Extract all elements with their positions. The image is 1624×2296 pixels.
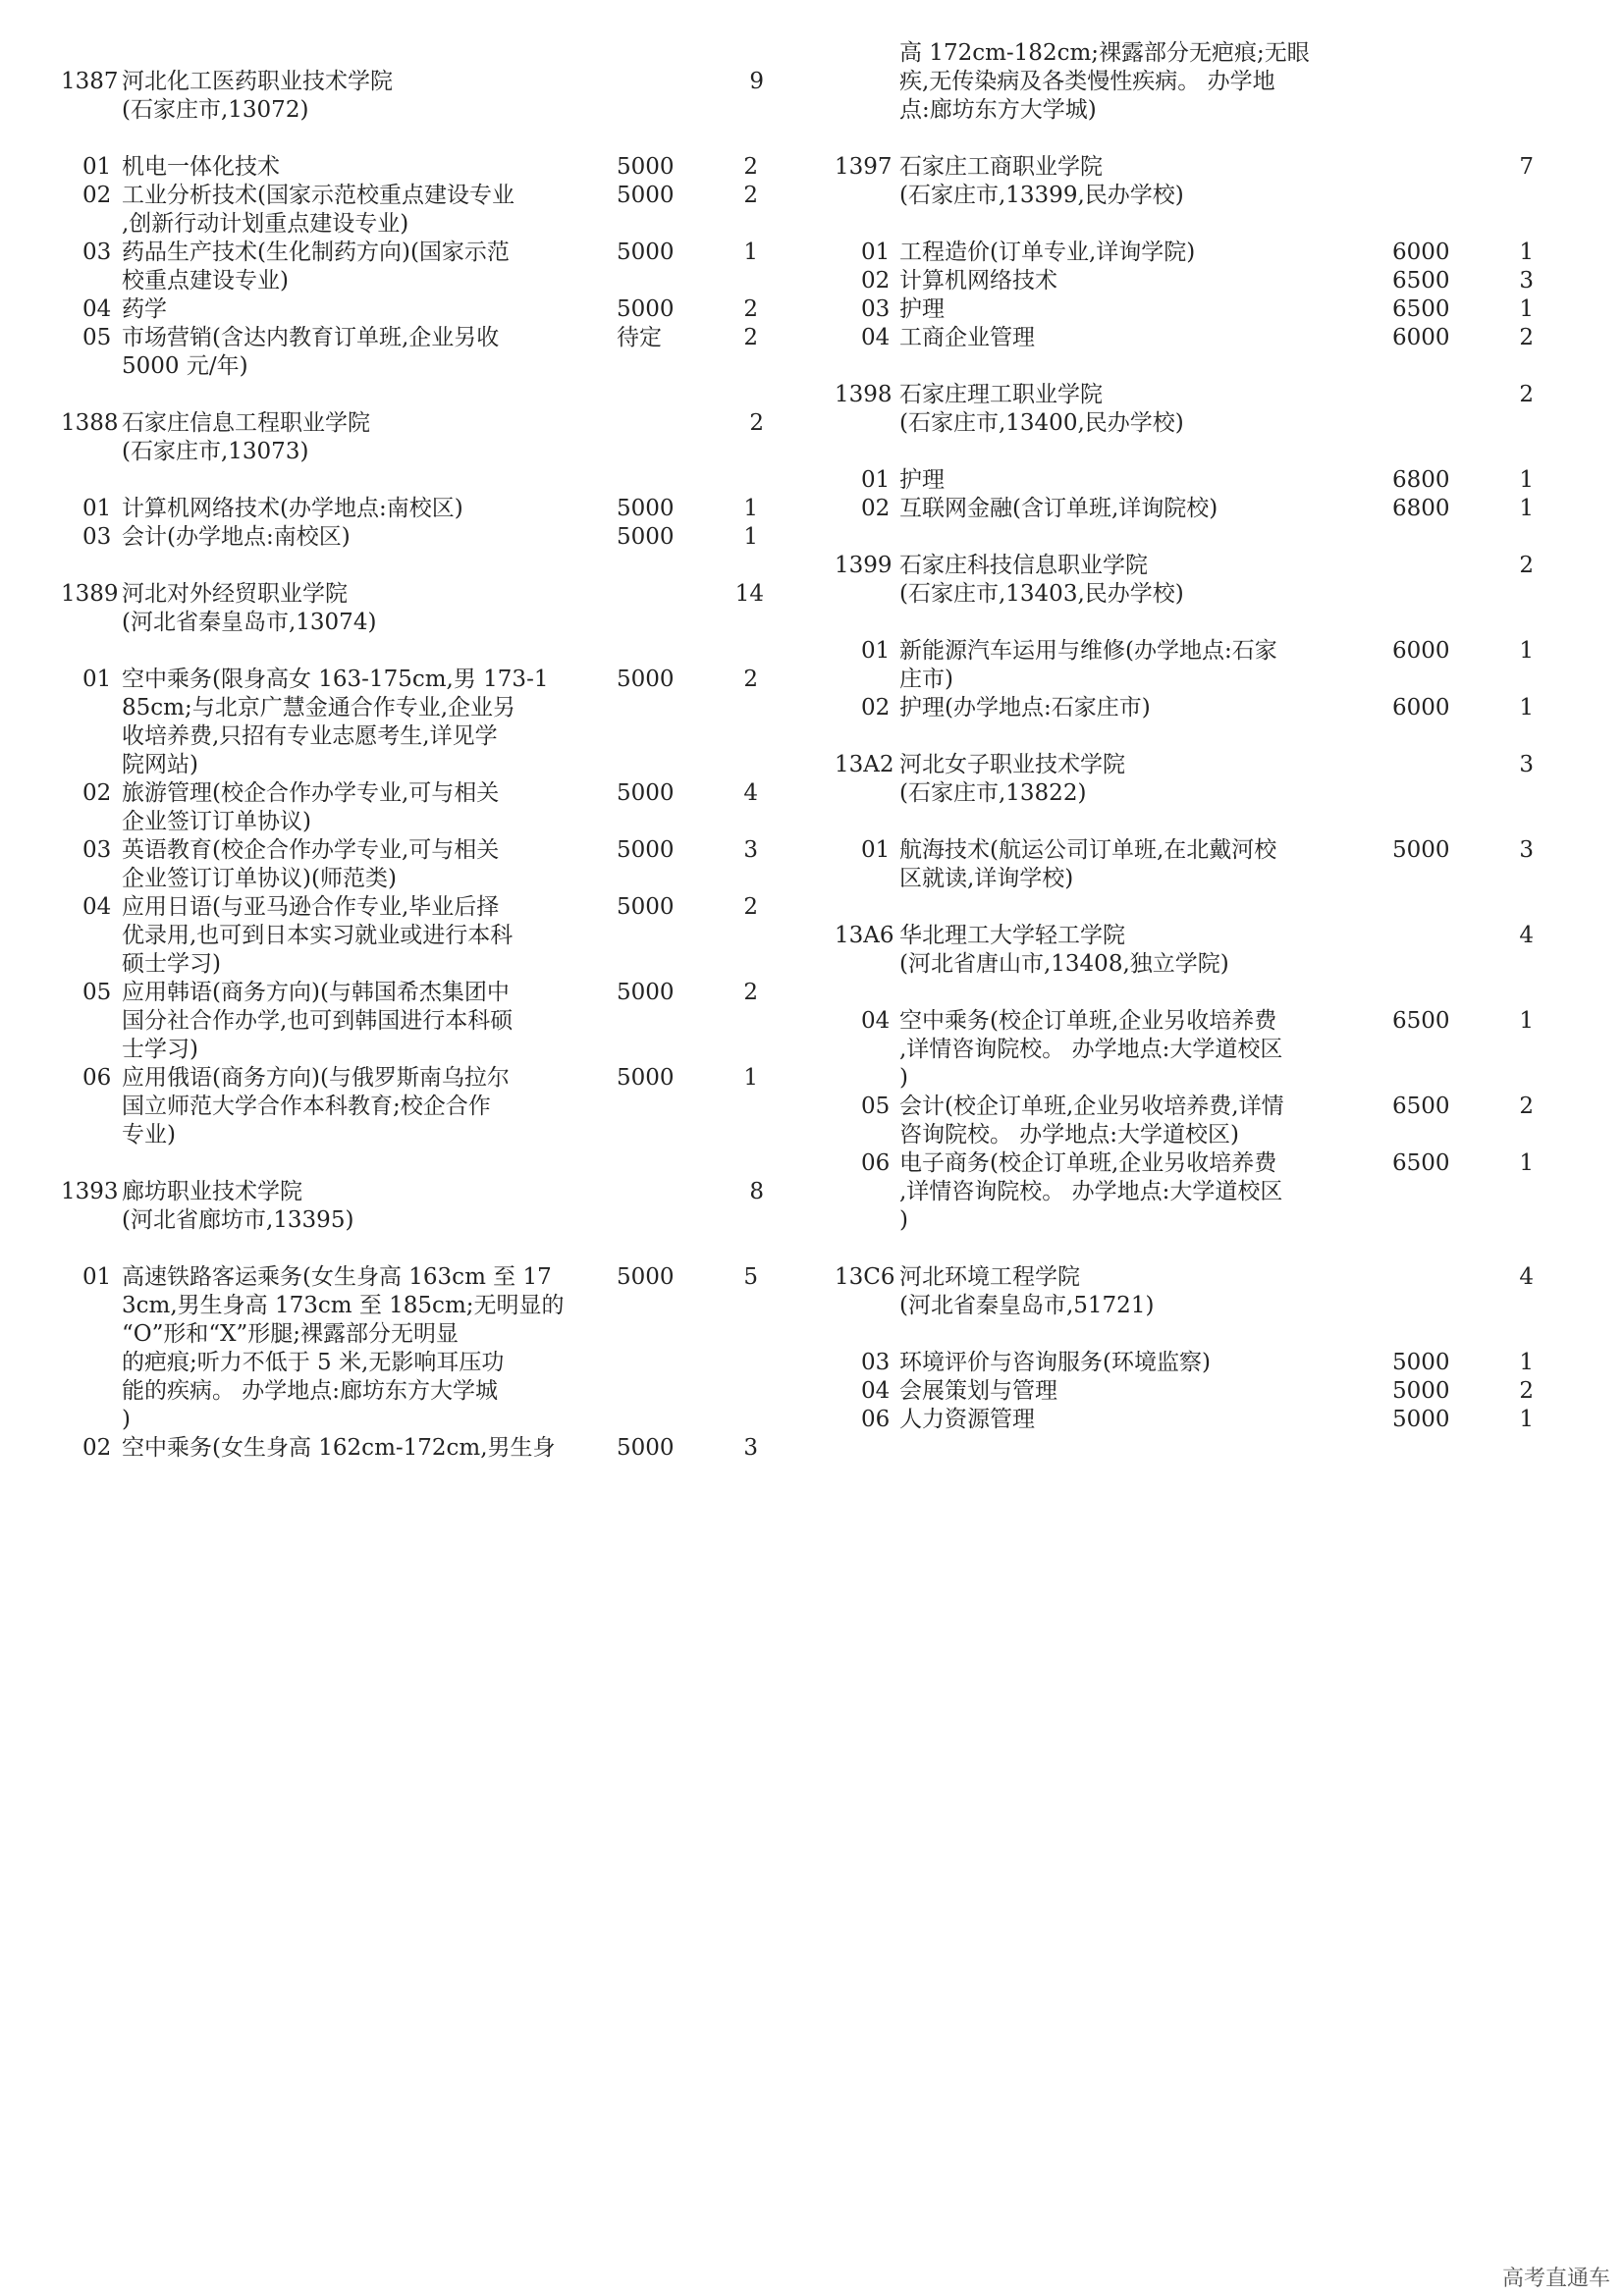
- major-name-line: 专业): [122, 1122, 176, 1148]
- major-fee: 5000: [1392, 1350, 1450, 1375]
- school-name: 河北环境工程学院: [899, 1264, 1080, 1290]
- school-info: (河北省廊坊市,13395): [122, 1207, 354, 1233]
- school-count: 14: [734, 581, 764, 607]
- major-name-line: 市场营销(含达内教育订单班,企业另收: [122, 325, 500, 350]
- major-fee: 6500: [1392, 1094, 1450, 1119]
- major-fee: 6000: [1392, 638, 1450, 664]
- major-fee: 待定: [617, 325, 662, 350]
- school-code: 1399: [835, 553, 893, 578]
- major-count: 1: [1519, 296, 1534, 322]
- major-name-line: 会展策划与管理: [899, 1378, 1057, 1404]
- major-fee: 6500: [1392, 1150, 1450, 1176]
- school-code: 1398: [835, 382, 893, 407]
- major-name-line: 高速铁路客运乘务(女生身高 163cm 至 17: [122, 1264, 552, 1290]
- major-fee: 5000: [617, 1264, 675, 1290]
- major-fee: 6000: [1392, 325, 1450, 350]
- major-name-line: 院网站): [122, 752, 198, 777]
- major-name-line: 电子商务(校企订单班,企业另收培养费: [899, 1150, 1277, 1176]
- major-name-line: 环境评价与咨询服务(环境监察): [899, 1350, 1211, 1375]
- major-fee: 5000: [617, 980, 675, 1005]
- major-count: 2: [743, 325, 758, 350]
- major-code: 05: [861, 1094, 891, 1119]
- major-code: 06: [82, 1065, 112, 1091]
- school-code: 1393: [61, 1179, 119, 1204]
- major-name-line: 校重点建设专业): [122, 268, 289, 294]
- major-name-line: 应用日语(与亚马逊合作专业,毕业后择: [122, 894, 500, 920]
- major-name-line: 工业分析技术(国家示范校重点建设专业: [122, 183, 514, 208]
- school-info: (石家庄市,13400,民办学校): [899, 410, 1184, 436]
- major-code: 01: [82, 496, 112, 521]
- major-count: 1: [1519, 240, 1534, 265]
- major-code: 04: [861, 325, 891, 350]
- major-count: 2: [743, 667, 758, 692]
- major-count: 3: [1519, 837, 1534, 863]
- school-count: 7: [1519, 154, 1534, 180]
- major-fee: 6000: [1392, 695, 1450, 721]
- major-name-continuation: 疾,无传染病及各类慢性疾病。 办学地: [899, 69, 1275, 94]
- major-name-line: 会计(校企订单班,企业另收培养费,详情: [899, 1094, 1284, 1119]
- major-fee: 5000: [617, 837, 675, 863]
- school-count: 3: [1519, 752, 1534, 777]
- major-count: 1: [1519, 638, 1534, 664]
- major-name-line: 工商企业管理: [899, 325, 1035, 350]
- school-code: 13A6: [835, 923, 894, 948]
- major-name-line: 机电一体化技术: [122, 154, 280, 180]
- major-fee: 5000: [617, 183, 675, 208]
- major-count: 2: [1519, 1094, 1534, 1119]
- major-code: 01: [82, 154, 112, 180]
- major-fee: 6800: [1392, 467, 1450, 493]
- major-code: 02: [861, 268, 891, 294]
- major-name-line: 护理: [899, 296, 945, 322]
- major-name-line: 英语教育(校企合作办学专业,可与相关: [122, 837, 500, 863]
- school-info: (石家庄市,13399,民办学校): [899, 183, 1184, 208]
- major-count: 1: [743, 240, 758, 265]
- school-code: 1388: [61, 410, 119, 436]
- major-count: 2: [743, 154, 758, 180]
- school-code: 13C6: [835, 1264, 895, 1290]
- school-info: (石家庄市,13822): [899, 780, 1087, 806]
- major-name-line: 企业签订订单协议): [122, 809, 311, 834]
- major-fee: 5000: [617, 667, 675, 692]
- major-code: 05: [82, 980, 112, 1005]
- major-fee: 6500: [1392, 1008, 1450, 1034]
- school-info: (石家庄市,13072): [122, 97, 309, 123]
- major-name-continuation: 高 172cm-182cm;裸露部分无疤痕;无眼: [899, 40, 1310, 66]
- major-count: 1: [1519, 496, 1534, 521]
- major-name-line: 空中乘务(限身高女 163-175cm,男 173-1: [122, 667, 549, 692]
- major-fee: 6000: [1392, 240, 1450, 265]
- major-fee: 5000: [617, 240, 675, 265]
- major-name-line: 旅游管理(校企合作办学专业,可与相关: [122, 780, 500, 806]
- major-code: 04: [861, 1378, 891, 1404]
- major-name-line: 能的疾病。 办学地点:廊坊东方大学城: [122, 1378, 499, 1404]
- major-name-line: 硕士学习): [122, 951, 221, 977]
- major-count: 1: [1519, 467, 1534, 493]
- major-code: 03: [82, 240, 112, 265]
- school-info: (石家庄市,13073): [122, 439, 309, 464]
- major-name-line: 士学习): [122, 1037, 198, 1062]
- major-name-line: 企业签订订单协议)(师范类): [122, 866, 397, 891]
- school-code: 13A2: [835, 752, 894, 777]
- major-count: 2: [1519, 1378, 1534, 1404]
- major-name-line: 护理(办学地点:石家庄市): [899, 695, 1151, 721]
- major-name-line: ): [899, 1207, 908, 1233]
- major-fee: 5000: [1392, 1407, 1450, 1432]
- major-code: 05: [82, 325, 112, 350]
- major-name-line: 药品生产技术(生化制药方向)(国家示范: [122, 240, 510, 265]
- major-name-line: 5000 元/年): [122, 353, 248, 379]
- major-name-line: 空中乘务(女生身高 162cm-172cm,男生身: [122, 1435, 556, 1461]
- major-name-line: 收培养费,只招有专业志愿考生,详见学: [122, 723, 498, 749]
- major-count: 1: [1519, 1150, 1534, 1176]
- major-name-line: ,详情咨询院校。 办学地点:大学道校区: [899, 1179, 1283, 1204]
- school-count: 9: [749, 69, 764, 94]
- major-name-line: 的疤痕;听力不低于 5 米,无影响耳压功: [122, 1350, 505, 1375]
- major-name-line: ): [122, 1407, 131, 1432]
- major-name-line: 计算机网络技术(办学地点:南校区): [122, 496, 463, 521]
- major-fee: 5000: [617, 1065, 675, 1091]
- major-name-continuation: 点:廊坊东方大学城): [899, 97, 1097, 123]
- major-name-line: 工程造价(订单专业,详询学院): [899, 240, 1196, 265]
- major-fee: 5000: [617, 296, 675, 322]
- school-count: 2: [749, 410, 764, 436]
- major-fee: 6500: [1392, 268, 1450, 294]
- major-name-line: 应用俄语(商务方向)(与俄罗斯南乌拉尔: [122, 1065, 510, 1091]
- major-name-line: “O”形和“X”形腿;裸露部分无明显: [122, 1321, 460, 1347]
- major-name-line: 85cm;与北京广慧金通合作专业,企业另: [122, 695, 516, 721]
- school-name: 石家庄工商职业学院: [899, 154, 1103, 180]
- major-code: 03: [861, 1350, 891, 1375]
- major-code: 04: [82, 296, 112, 322]
- major-name-line: 国分社合作办学,也可到韩国进行本科硕: [122, 1008, 514, 1034]
- major-count: 2: [743, 980, 758, 1005]
- major-count: 1: [743, 496, 758, 521]
- major-name-line: 计算机网络技术: [899, 268, 1057, 294]
- major-fee: 5000: [617, 496, 675, 521]
- major-name-line: 人力资源管理: [899, 1407, 1035, 1432]
- school-count: 8: [749, 1179, 764, 1204]
- major-count: 3: [743, 1435, 758, 1461]
- major-fee: 5000: [617, 1435, 675, 1461]
- major-fee: 5000: [617, 524, 675, 550]
- major-code: 03: [82, 837, 112, 863]
- major-name-line: 空中乘务(校企订单班,企业另收培养费: [899, 1008, 1277, 1034]
- major-name-line: 互联网金融(含订单班,详询院校): [899, 496, 1218, 521]
- major-code: 02: [82, 1435, 112, 1461]
- major-count: 3: [1519, 268, 1534, 294]
- major-code: 06: [861, 1407, 891, 1432]
- major-fee: 6800: [1392, 496, 1450, 521]
- major-code: 02: [861, 695, 891, 721]
- major-count: 4: [743, 780, 758, 806]
- major-count: 2: [743, 894, 758, 920]
- school-count: 2: [1519, 382, 1534, 407]
- major-fee: 5000: [1392, 837, 1450, 863]
- major-count: 2: [1519, 325, 1534, 350]
- major-count: 2: [743, 183, 758, 208]
- major-count: 2: [743, 296, 758, 322]
- watermark: 高考直通车: [1501, 2267, 1610, 2291]
- major-code: 03: [861, 296, 891, 322]
- major-name-line: 航海技术(航运公司订单班,在北戴河校: [899, 837, 1277, 863]
- school-code: 1397: [835, 154, 893, 180]
- major-name-line: ,详情咨询院校。 办学地点:大学道校区: [899, 1037, 1283, 1062]
- school-name: 石家庄信息工程职业学院: [122, 410, 370, 436]
- school-name: 廊坊职业技术学院: [122, 1179, 302, 1204]
- school-info: (河北省唐山市,13408,独立学院): [899, 951, 1229, 977]
- major-count: 5: [743, 1264, 758, 1290]
- major-code: 02: [82, 780, 112, 806]
- school-code: 1387: [61, 69, 119, 94]
- school-code: 1389: [61, 581, 119, 607]
- school-name: 石家庄理工职业学院: [899, 382, 1103, 407]
- major-fee: 5000: [1392, 1378, 1450, 1404]
- school-name: 河北对外经贸职业学院: [122, 581, 348, 607]
- major-name-line: 国立师范大学合作本科教育;校企合作: [122, 1094, 491, 1119]
- school-info: (石家庄市,13403,民办学校): [899, 581, 1184, 607]
- school-name: 河北女子职业技术学院: [899, 752, 1125, 777]
- major-fee: 5000: [617, 894, 675, 920]
- major-name-line: 药学: [122, 296, 167, 322]
- school-info: (河北省秦皇岛市,13074): [122, 610, 377, 635]
- major-name-line: 优录用,也可到日本实习就业或进行本科: [122, 923, 514, 948]
- school-name: 石家庄科技信息职业学院: [899, 553, 1148, 578]
- school-count: 4: [1519, 1264, 1534, 1290]
- major-code: 01: [861, 240, 891, 265]
- major-name-line: 庄市): [899, 667, 953, 692]
- major-code: 02: [861, 496, 891, 521]
- major-fee: 6500: [1392, 296, 1450, 322]
- major-count: 1: [1519, 1008, 1534, 1034]
- major-name-line: 会计(办学地点:南校区): [122, 524, 351, 550]
- school-name: 华北理工大学轻工学院: [899, 923, 1125, 948]
- major-code: 01: [861, 837, 891, 863]
- major-code: 01: [861, 467, 891, 493]
- major-code: 03: [82, 524, 112, 550]
- major-name-line: 3cm,男生身高 173cm 至 185cm;无明显的: [122, 1293, 565, 1318]
- school-count: 4: [1519, 923, 1534, 948]
- major-count: 1: [1519, 695, 1534, 721]
- major-count: 3: [743, 837, 758, 863]
- major-code: 04: [861, 1008, 891, 1034]
- major-code: 02: [82, 183, 112, 208]
- major-code: 01: [82, 667, 112, 692]
- major-name-line: 咨询院校。 办学地点:大学道校区): [899, 1122, 1240, 1148]
- major-count: 1: [1519, 1350, 1534, 1375]
- major-name-line: ): [899, 1065, 908, 1091]
- major-name-line: ,创新行动计划重点建设专业): [122, 211, 409, 237]
- major-code: 01: [82, 1264, 112, 1290]
- major-count: 1: [1519, 1407, 1534, 1432]
- major-fee: 5000: [617, 780, 675, 806]
- school-count: 2: [1519, 553, 1534, 578]
- major-code: 06: [861, 1150, 891, 1176]
- major-name-line: 新能源汽车运用与维修(办学地点:石家: [899, 638, 1277, 664]
- major-name-line: 应用韩语(商务方向)(与韩国希杰集团中: [122, 980, 510, 1005]
- major-count: 1: [743, 524, 758, 550]
- school-info: (河北省秦皇岛市,51721): [899, 1293, 1155, 1318]
- major-code: 04: [82, 894, 112, 920]
- major-count: 1: [743, 1065, 758, 1091]
- major-code: 01: [861, 638, 891, 664]
- major-fee: 5000: [617, 154, 675, 180]
- major-name-line: 护理: [899, 467, 945, 493]
- major-name-line: 区就读,详询学校): [899, 866, 1074, 891]
- school-name: 河北化工医药职业技术学院: [122, 69, 393, 94]
